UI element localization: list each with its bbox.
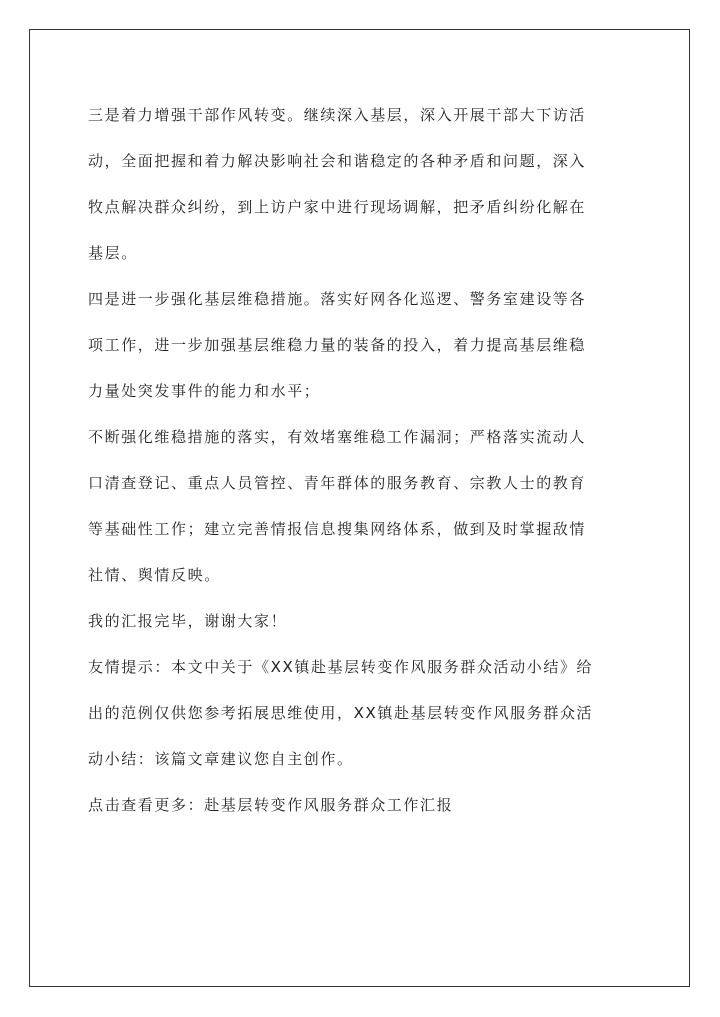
tip-line: 动小结：该篇文章建议您自主创作。 <box>88 750 354 768</box>
tip-line: 友情提示：本文中关于《XX镇赴基层转变作风服务群众活动小结》给 <box>88 658 594 676</box>
text-line: 力量处突发事件的能力和水平； <box>88 382 321 400</box>
text-line: 四是进一步强化基层维稳措施。落实好网各化巡逻、警务室建设等各 <box>88 290 587 308</box>
text-line: 项工作，进一步加强基层维稳力量的装备的投入，着力提高基层维稳 <box>88 336 587 354</box>
tip-line: 出的范例仅供您参考拓展思维使用，XX镇赴基层转变作风服务群众活 <box>88 704 594 722</box>
more-link[interactable]: 点击查看更多：赴基层转变作风服务群众工作汇报 <box>88 796 454 814</box>
text-line: 社情、舆情反映。 <box>88 566 221 584</box>
text-line: 基层。 <box>88 244 138 262</box>
closing-line: 我的汇报完毕，谢谢大家！ <box>88 612 288 630</box>
text-line: 口清查登记、重点人员管控、青年群体的服务教育、宗教人士的教育 <box>88 474 587 492</box>
text-line: 动，全面把握和着力解决影响社会和谐稳定的各种矛盾和问题，深入 <box>88 152 587 170</box>
text-line: 不断强化维稳措施的落实，有效堵塞维稳工作漏洞；严格落实流动人 <box>88 428 587 446</box>
text-line: 等基础性工作；建立完善情报信息搜集网络体系，做到及时掌握敌情 <box>88 520 587 538</box>
document-body <box>88 96 636 832</box>
text-line: 牧点解决群众纠纷，到上访户家中进行现场调解，把矛盾纠纷化解在 <box>88 198 587 216</box>
text-line: 三是着力增强干部作风转变。继续深入基层，深入开展干部大下访活 <box>88 106 587 124</box>
